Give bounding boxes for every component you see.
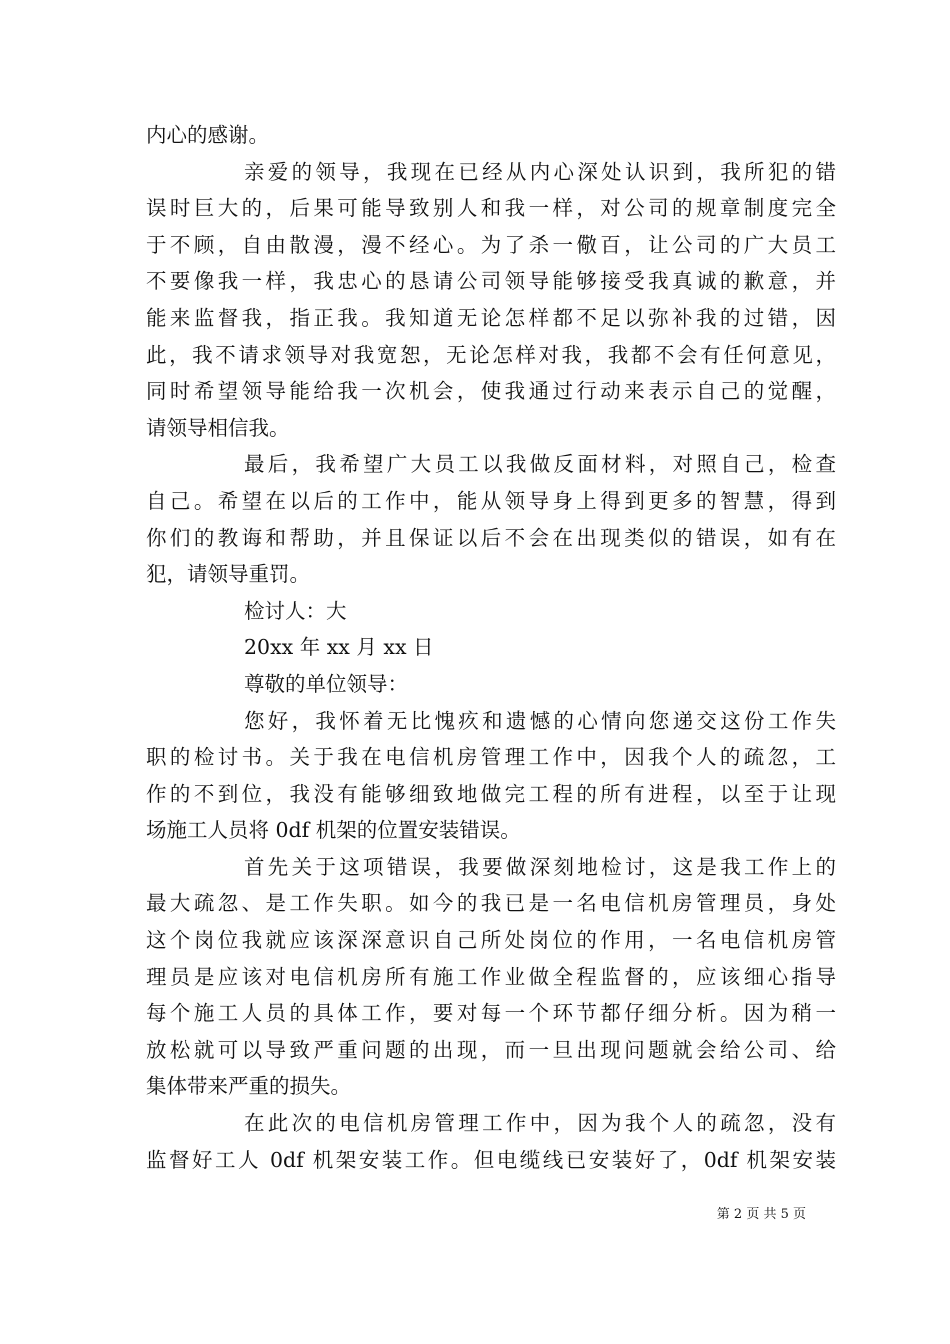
text-line: 尊敬的单位领导： (244, 671, 408, 696)
text-line: 能来监督我，指正我。我知道无论怎样都不足以弥补我的过错，因 (146, 305, 836, 330)
text-line: 犯，请领导重罚。 (146, 562, 310, 587)
text-line: 内心的感谢。 (146, 123, 269, 147)
text-line: 放松就可以导致严重问题的出现，而一旦出现问题就会给公司、给 (146, 1037, 836, 1062)
text-line: 请领导相信我。 (146, 415, 290, 440)
text-line: 场施工人员将 0df 机架的位置安装错误。 (146, 818, 521, 843)
text-line: 误时巨大的，后果可能导致别人和我一样，对公司的规章制度完全 (146, 196, 836, 221)
text-line: 此，我不请求领导对我宽恕，无论怎样对我，我都不会有任何意见， (146, 342, 836, 367)
text-line: 不要像我一样，我忠心的恳请公司领导能够接受我真诚的歉意，并 (146, 269, 836, 294)
text-line: 同时希望领导能给我一次机会，使我通过行动来表示自己的觉醒， (146, 379, 836, 404)
page-footer: 第 2 页 共 5 页 (716, 1207, 806, 1222)
text-line: 每个施工人员的具体工作，要对每一个环节都仔细分析。因为稍一 (146, 1001, 836, 1026)
text-line: 检讨人：大 (244, 598, 347, 623)
text-line: 亲爱的领导，我现在已经从内心深处认识到，我所犯的错 (244, 159, 836, 184)
text-line: 首先关于这项错误，我要做深刻地检讨，这是我工作上的 (244, 854, 836, 879)
text-line: 最后，我希望广大员工以我做反面材料，对照自己，检查 (244, 452, 836, 477)
text-line: 监督好工人 0df 机架安装工作。但电缆线已安装好了，0df 机架安装 (146, 1147, 836, 1172)
text-line: 最大疏忽、是工作失职。如今的我已是一名电信机房管理员，身处 (146, 891, 836, 916)
text-line: 自己。希望在以后的工作中，能从领导身上得到更多的智慧，得到 (146, 488, 836, 513)
text-line: 于不顾，自由散漫，漫不经心。为了杀一儆百，让公司的广大员工 (146, 232, 836, 257)
text-line: 20xx 年 xx 月 xx 日 (244, 635, 434, 660)
text-line: 集体带来严重的损失。 (146, 1074, 351, 1099)
text-line: 作的不到位，我没有能够细致地做完工程的所有进程，以至于让现 (146, 781, 836, 806)
text-line: 职的检讨书。关于我在电信机房管理工作中，因我个人的疏忽，工 (146, 745, 836, 770)
text-line: 你们的教诲和帮助，并且保证以后不会在出现类似的错误，如有在 (146, 525, 836, 550)
text-line: 这个岗位我就应该深深意识自己所处岗位的作用，一名电信机房管 (146, 928, 836, 953)
text-line: 理员是应该对电信机房所有施工作业做全程监督的，应该细心指导 (146, 964, 836, 989)
document-body (146, 117, 836, 1178)
text-line: 您好，我怀着无比愧疚和遗憾的心情向您递交这份工作失 (244, 708, 836, 733)
text-line: 在此次的电信机房管理工作中，因为我个人的疏忽，没有 (244, 1111, 836, 1136)
